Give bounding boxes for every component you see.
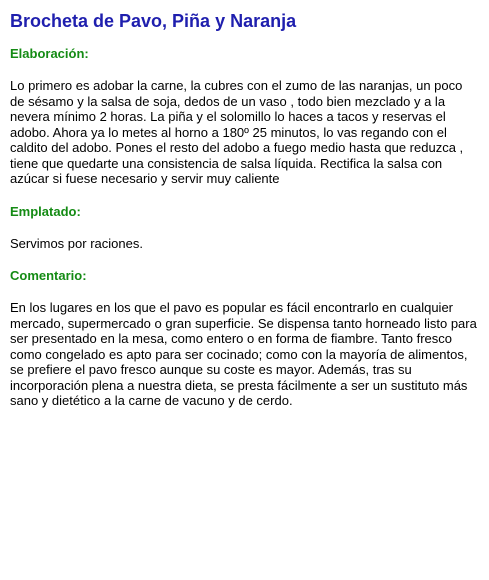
section-text-elaboracion: Lo primero es adobar la carne, la cubres con el zumo de las naranjas, un poco de sésamo y la salsa de soja, dedos de un vaso , todo bien mezclado y a la nevera mínimo 2 horas. La piña y el solomillo lo haces a tacos y reservas el adobo. Ahora ya lo metes al horno a 180º 25 minutos, lo vas regando con el caldito del adobo. Pones el resto del adobo a fuego medio hasta que reduzca , tiene que quedarte una consistencia de salsa líquida. Rectifica la salsa con azúcar si fuese necesario y servir muy caliente <box>10 78 464 186</box>
section-heading-elaboracion: Elaboración: <box>10 46 89 61</box>
section-heading-comentario: Comentario: <box>10 268 87 283</box>
recipe-title: Brocheta de Pavo, Piña y Naranja <box>10 11 297 31</box>
section-elaboracion <box>10 46 477 187</box>
section-text-emplatado: Servimos por raciones. <box>10 235 143 251</box>
section-text-comentario: En los lugares en los que el pavo es popular es fácil encontrarlo en cualquier mercado, supermercado o gran superficie. Se dispensa tanto horneado listo para ser presentado en la mesa, como entero o en forma de fiambre. Tanto fresco como congelado es apto para ser cocinado; como con la mayoría de alimentos, se prefiere el pavo fresco aunque su coste es mayor. Además, tras su incorporación plena a nuestra dieta, se presta fácilmente a ser un sustituto más sano y dietético a la carne de vacuno y de cerdo. <box>10 300 477 408</box>
section-comentario <box>10 268 477 409</box>
section-heading-emplatado: Emplatado: <box>10 203 81 219</box>
section-emplatado <box>10 204 477 252</box>
